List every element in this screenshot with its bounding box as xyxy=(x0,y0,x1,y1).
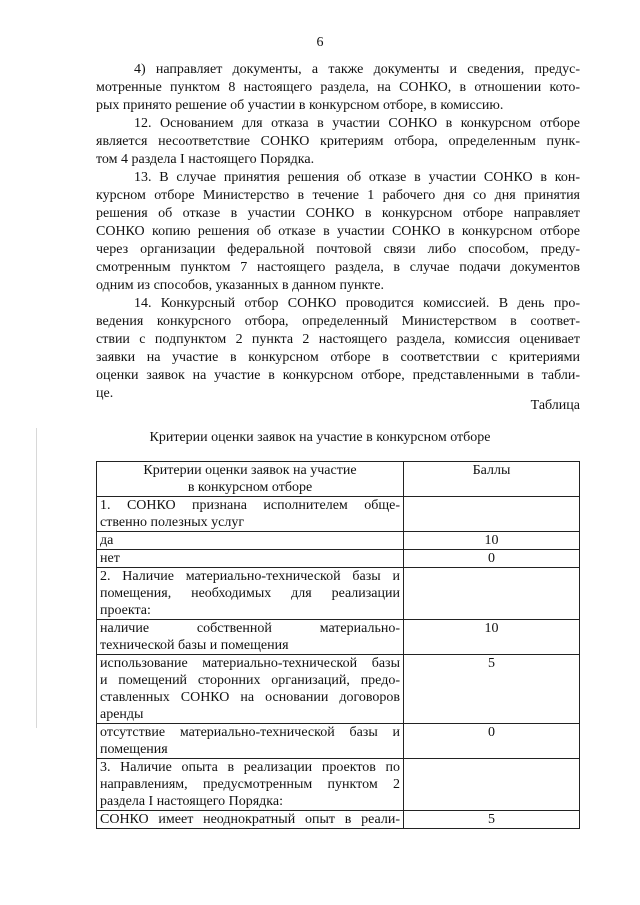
points-cell: 5 xyxy=(404,655,580,724)
criteria-cell xyxy=(97,568,404,620)
cell-line: проекта: xyxy=(100,603,151,618)
text-line: СОНКО копию решения об отказе в участии СОНКО в конкурсном отборе xyxy=(96,224,580,239)
page-number: 6 xyxy=(316,35,324,50)
text-line: мотренные пунктом 8 настоящего раздела, на СОНКО, в отношении кото- xyxy=(96,80,580,95)
cell-line: нет xyxy=(100,551,120,566)
paragraph-14 xyxy=(96,295,580,403)
header-line: Критерии оценки заявок на участие xyxy=(143,463,357,478)
criteria-table xyxy=(96,461,580,829)
cell-line: технической базы и помещения xyxy=(100,638,289,653)
header-line: в конкурсном отборе xyxy=(187,480,313,495)
paragraph-12 xyxy=(96,115,580,169)
text-line: заявки на участие в конкурсном отборе в соответствии с критериями xyxy=(96,350,580,365)
points-cell xyxy=(404,759,580,811)
cell-line: помещения xyxy=(100,742,168,757)
cell-line: да xyxy=(100,533,114,548)
criteria-cell xyxy=(97,497,404,532)
table-row xyxy=(97,532,580,550)
text-line: рых принято решение об участии в конкурсном отборе, в комиссию. xyxy=(96,98,504,113)
cell-line: наличие собственной материально- xyxy=(100,621,400,636)
points-cell: 10 xyxy=(404,532,580,550)
text-line: курсном отборе Министерство в течение 1 рабочего дня со дня принятия xyxy=(96,188,580,203)
points-cell: 0 xyxy=(404,724,580,759)
cell-line: направлениям, предусмотренным пунктом 2 xyxy=(100,777,400,792)
table-header-row xyxy=(97,462,580,497)
criteria-cell xyxy=(97,550,404,568)
points-cell: 5 xyxy=(404,811,580,829)
cell-line: ставленных СОНКО на основании договоров xyxy=(100,690,400,705)
text-line: решения об отказе в участии СОНКО в конкурсном отборе направляет xyxy=(96,206,580,221)
cell-line: отсутствие материально-технической базы и xyxy=(100,725,400,740)
table-row xyxy=(97,550,580,568)
text-line: через организации федеральной почтовой связи либо способом, преду- xyxy=(96,242,580,257)
criteria-cell xyxy=(97,655,404,724)
text-line: 13. В случае принятия решения об отказе в участии СОНКО в кон- xyxy=(134,170,580,185)
text-line: ведения конкурсного отбора, определенный Министерством в соответ- xyxy=(96,314,580,329)
table-row xyxy=(97,724,580,759)
criteria-cell xyxy=(97,811,404,829)
text-line: 14. Конкурсный отбор СОНКО проводится комиссией. В день про- xyxy=(134,296,580,311)
paragraph-4-item xyxy=(96,61,580,115)
text-line: одним из способов, указанных в данном пункте. xyxy=(96,278,384,293)
margin-line xyxy=(36,428,37,728)
text-line: оценки заявок на участие в конкурсном отборе, представленными в табли- xyxy=(96,368,580,383)
text-line: смотренным пунктом 7 настоящего раздела, в случае подачи документов xyxy=(96,260,580,275)
paragraph-13 xyxy=(96,169,580,295)
text-line: том 4 раздела I настоящего Порядка. xyxy=(96,152,315,167)
table-row xyxy=(97,811,580,829)
text-line: ствии с подпунктом 2 пункта 2 настоящего раздела, комиссия оценивает xyxy=(96,332,580,347)
table-row xyxy=(97,655,580,724)
cell-line: ственно полезных услуг xyxy=(100,515,245,530)
cell-line: раздела I настоящего Порядка: xyxy=(100,794,283,809)
body-text xyxy=(96,61,580,403)
cell-line: использование материально-технической базы xyxy=(100,656,400,671)
table-row xyxy=(97,620,580,655)
cell-line: и помещений сторонних организаций, предо- xyxy=(100,673,400,688)
header-criteria xyxy=(97,462,404,497)
cell-line: 3. Наличие опыта в реализации проектов по xyxy=(100,760,400,775)
table-caption: Критерии оценки заявок на участие в конкурсном отборе xyxy=(149,430,491,445)
criteria-cell xyxy=(97,532,404,550)
header-points: Баллы xyxy=(404,462,580,497)
text-line: является несоответствие СОНКО критериям отбора, определенным пунк- xyxy=(96,134,580,149)
points-cell xyxy=(404,568,580,620)
table-label: Таблица xyxy=(530,398,580,413)
points-cell: 0 xyxy=(404,550,580,568)
criteria-cell xyxy=(97,759,404,811)
cell-line: 2. Наличие материально-технической базы и xyxy=(100,569,400,584)
table-row xyxy=(97,759,580,811)
criteria-cell xyxy=(97,620,404,655)
cell-line: СОНКО имеет неоднократный опыт в реали- xyxy=(100,812,400,827)
criteria-cell xyxy=(97,724,404,759)
table-row xyxy=(97,568,580,620)
points-cell: 10 xyxy=(404,620,580,655)
text-line: 12. Основанием для отказа в участии СОНКО в конкурсном отборе xyxy=(134,116,580,131)
cell-line: аренды xyxy=(100,707,144,722)
text-line: це. xyxy=(96,386,114,401)
text-line: 4) направляет документы, а также документы и сведения, предус- xyxy=(134,62,580,77)
table-row xyxy=(97,497,580,532)
points-cell xyxy=(404,497,580,532)
cell-line: 1. СОНКО признана исполнителем обще- xyxy=(100,498,400,513)
cell-line: помещения, необходимых для реализации xyxy=(100,586,400,601)
